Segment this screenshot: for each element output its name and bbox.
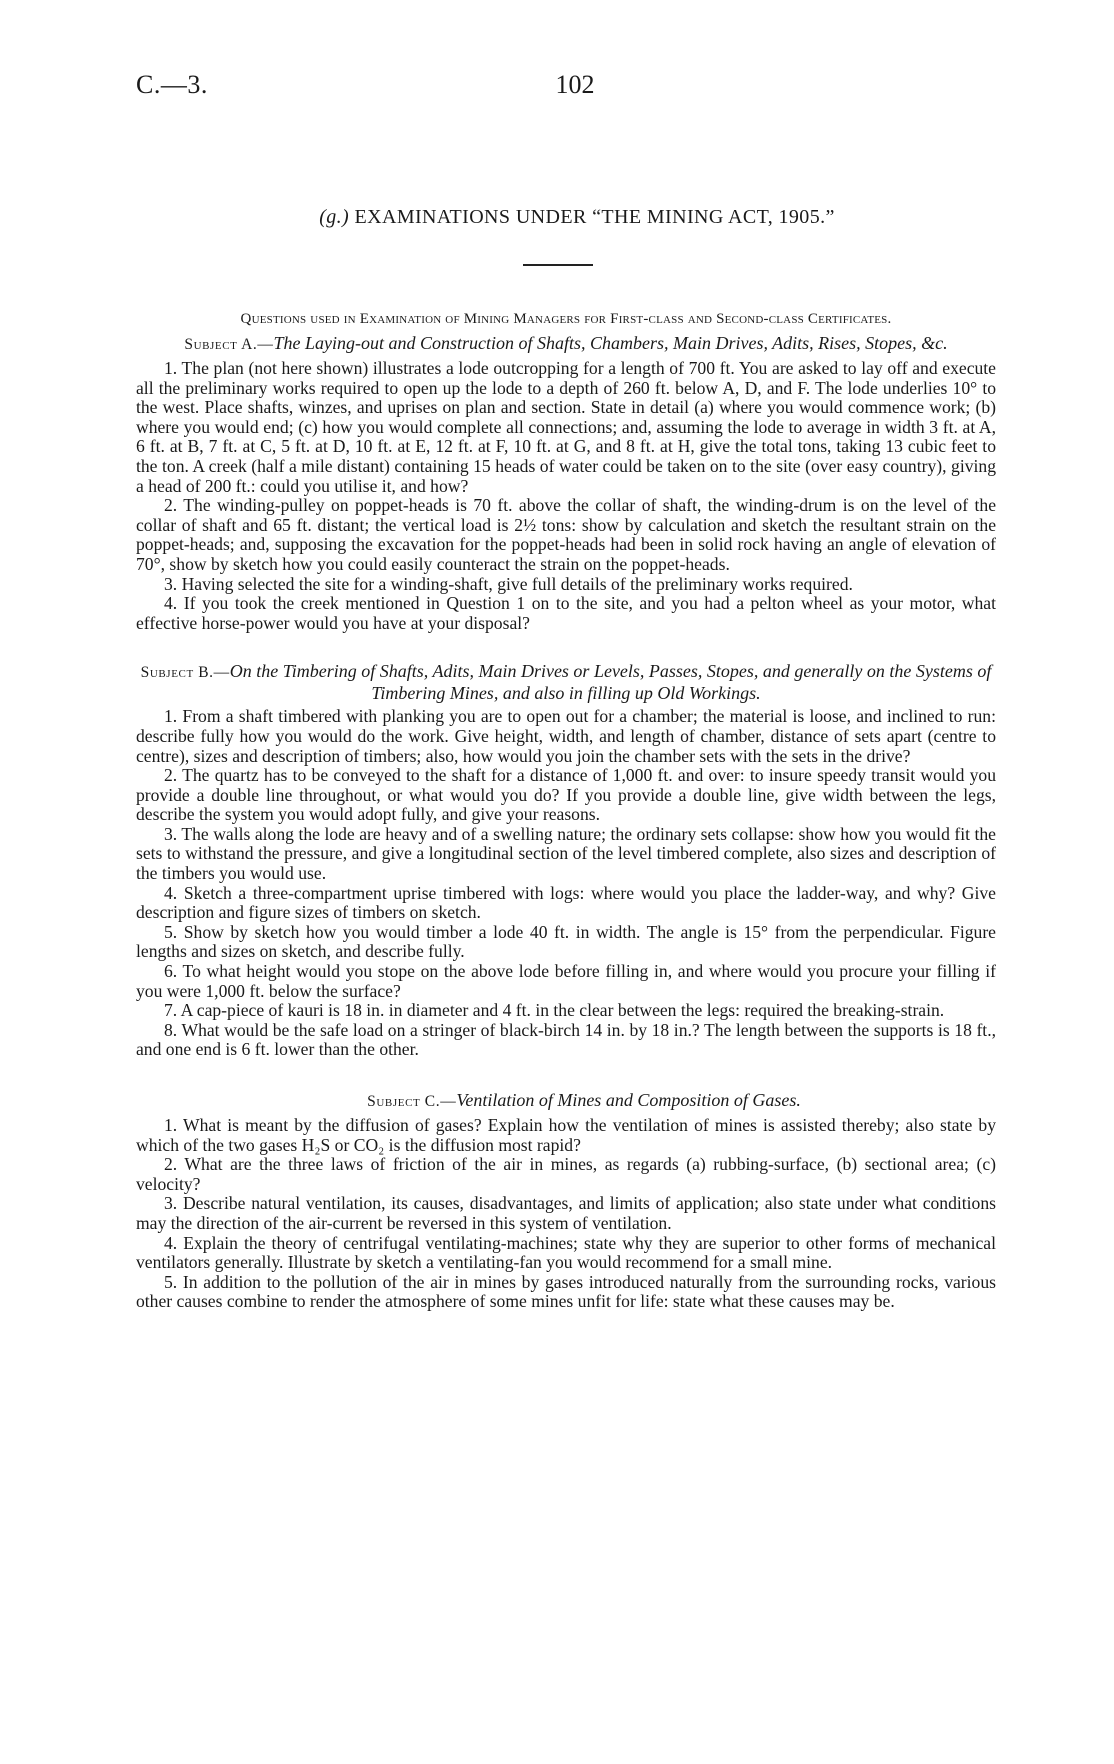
- subject-b-question-8: 8. What would be the safe load on a stringer of black-birch 14 in. by 18 in.? The length between the supports is 18 ft., and one end is 6 ft. lower than the other.: [136, 1019, 996, 1060]
- subject-a-title: The Laying-out and Construction of Shafts, Chambers, Main Drives, Adits, Rises, Stopes, &c.: [273, 333, 948, 353]
- subject-c-heading: [136, 1090, 996, 1112]
- subject-c-question-5: 5. In addition to the pollution of the air in mines by gases introduced naturally from the surrounding rocks, various other causes combine to render the atmosphere of some mines unfit for life: state what these causes may be.: [136, 1271, 996, 1312]
- subject-c-question-3: 3. Describe natural ventilation, its causes, disadvantages, and limits of application; also state under what conditions may the direction of the air-current be reversed in this system of ventilation.: [136, 1193, 996, 1233]
- subject-c-label: Subject C.—: [367, 1093, 457, 1110]
- subject-b-question-2: 2. The quartz has to be conveyed to the shaft for a distance of 1,000 ft. and over: to insure speedy transit would you provide a double line throughout, or what would you do? If you provide a double line, give width between the legs, describe the system you would adopt fully, and give your reasons.: [136, 765, 996, 825]
- subject-b-title: On the Timbering of Shafts, Adits, Main Drives or Levels, Passes, Stopes, and generally on the Systems of Timbering Mines, and also in filling up Old Workings.: [229, 661, 992, 704]
- page-title: [0, 206, 1114, 229]
- subject-b-question-3: 3. The walls along the lode are heavy and of a swelling nature; the ordinary sets collapse: show how you would fit the sets to withstand the pressure, and give a longitudinal section of the level timbered complete, also sizes and description of the timbers you would use.: [136, 823, 996, 884]
- subject-b-question-6: 6. To what height would you stope on the above lode before filling in, and where would you procure your filling if you were 1,000 ft. below the surface?: [136, 961, 996, 1001]
- subject-c-title: Ventilation of Mines and Composition of Gases.: [456, 1090, 801, 1110]
- document-reference: C.—3.: [136, 70, 208, 99]
- subject-a-question-3: 3. Having selected the site for a winding-shaft, give full details of the preliminary works required.: [164, 573, 853, 594]
- subject-c-question-1: 1. What is meant by the diffusion of gases? Explain how the ventilation of mines is assisted thereby; also state by which of the two gases H₂S or CO₂ is the diffusion most rapid?: [136, 1115, 996, 1155]
- subject-b-question-1: 1. From a shaft timbered with planking you are to open out for a chamber; the material is loose, and inclined to run: describe fully how you would do the work. Give height, width, and length of chamber, distance of sets apart (centre to centre), sizes and description of timbers; also, how would you join the chamber sets with the sets in the drive?: [136, 706, 996, 766]
- subject-a-question-2: 2. The winding-pulley on poppet-heads is 70 ft. above the collar of shaft, the winding-drum is on the level of the collar of shaft and 65 ft. distant; the vertical load is 2½ tons: show by calculation and sketch the resultant strain on the poppet-heads; and, supposing the excavation for the poppet-heads had been in solid rock having an angle of elevation of 70°, show by sketch how you could easily counteract the strain on the poppet-heads.: [136, 495, 996, 574]
- subject-b-question-5: 5. Show by sketch how you would timber a lode 40 ft. in width. The angle is 15° from the perpendicular. Figure lengths and sizes on sketch, and describe fully.: [136, 921, 996, 962]
- subject-c-question-4: 4. Explain the theory of centrifugal ventilating-machines; state why they are superior to other forms of mechanical ventilators generally. Illustrate by sketch a ventilating-fan you would recommend for a small mine.: [136, 1232, 996, 1273]
- subject-b-question-4: 4. Sketch a three-compartment uprise timbered with logs: where would you place the ladder-way, and why? Give description and figure sizes of timbers on sketch.: [136, 882, 996, 923]
- subject-b-heading: [136, 661, 996, 703]
- subject-b-question-7: 7. A cap-piece of kauri is 18 in. in diameter and 4 ft. in the clear between the legs: required the breaking-strain.: [164, 1000, 945, 1021]
- section-heading: Questions used in Examination of Mining Managers for First-class and Second-class Certificates.: [240, 311, 892, 327]
- subject-a-question-4: 4. If you took the creek mentioned in Question 1 on to the site, and you had a pelton wheel as your motor, what effective horse-power would you have at your disposal?: [136, 593, 996, 633]
- document-body: [136, 310, 996, 1312]
- title-rule: [523, 264, 593, 266]
- page-number: 102: [555, 70, 595, 99]
- subject-a-heading: [136, 333, 996, 355]
- title-text: EXAMINATIONS UNDER “THE MINING ACT, 1905.”: [354, 206, 835, 228]
- subject-a-question-1: 1. The plan (not here shown) illustrates a lode outcropping for a length of 700 ft. You are asked to lay off and execute all the preliminary works required to open up the lode to a depth of 260 ft. below A, D, and F. The lode underlies 10° to the west. Place shafts, winzes, and uprises on plan and section. State in detail (a) where you would commence work; (b) where you would end; (c) how you would complete all connections; and, assuming the lode to average in width 3 ft. at A, 6 ft. at B, 7 ft. at C, 5 ft. at D, 10 ft. at E, 12 ft. at F, 10 ft. at G, and 8 ft. at H, give the total tons, taking 13 cubic feet to the ton. A creek (half a mile distant) containing 15 heads of water could be taken on to the site (over easy country), giving a head of 200 ft.: could you utilise it, and how?: [136, 358, 996, 496]
- title-prefix: (g.): [319, 206, 350, 228]
- subject-a-label: Subject A.—: [184, 336, 274, 353]
- subject-c-question-2: 2. What are the three laws of friction of the air in mines, as regards (a) rubbing-surface, (b) sectional area; (c) velocity?: [136, 1154, 996, 1194]
- subject-b-label: Subject B.—: [140, 664, 230, 682]
